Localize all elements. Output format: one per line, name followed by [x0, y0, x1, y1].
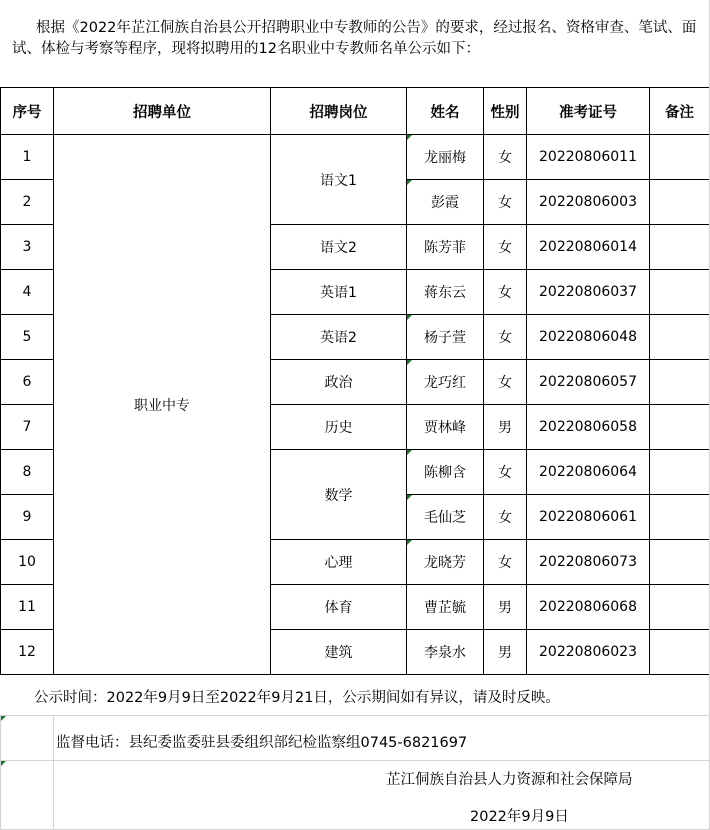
- row-ticket: 20220806003: [527, 180, 650, 225]
- row-name: 曹芷毓: [407, 585, 484, 630]
- row-name: 李泉水: [407, 630, 484, 675]
- header-remark: 备注: [650, 88, 710, 135]
- row-no: 7: [1, 405, 54, 450]
- row-remark: [650, 585, 710, 630]
- post-cell: 语文1: [271, 135, 407, 225]
- row-ticket: 20220806061: [527, 495, 650, 540]
- row-name: 陈芳菲: [407, 225, 484, 270]
- row-name: 贾林峰: [407, 405, 484, 450]
- row-no: 4: [1, 270, 54, 315]
- header-name: 姓名: [407, 88, 484, 135]
- row-gender: 女: [484, 180, 527, 225]
- row-remark: [650, 450, 710, 495]
- row-no: 3: [1, 225, 54, 270]
- header-unit: 招聘单位: [54, 88, 271, 135]
- sheet-gridline: [0, 760, 709, 761]
- row-gender: 男: [484, 585, 527, 630]
- row-gender: 女: [484, 495, 527, 540]
- row-no: 2: [1, 180, 54, 225]
- header-no: 序号: [1, 88, 54, 135]
- row-ticket: 20220806014: [527, 225, 650, 270]
- row-ticket: 20220806064: [527, 450, 650, 495]
- header-ticket: 准考证号: [527, 88, 650, 135]
- row-no: 6: [1, 360, 54, 405]
- row-no: 1: [1, 135, 54, 180]
- intro-paragraph: 根据《2022年芷江侗族自治县公开招聘职业中专教师的公告》的要求，经过报名、资格审查、笔试、面试、体检与考察等程序，现将拟聘用的12名职业中专教师名单公示如下：: [12, 20, 697, 57]
- sheet-gridline: [0, 715, 709, 716]
- row-name: 陈柳含: [407, 450, 484, 495]
- post-cell: 建筑: [271, 630, 407, 675]
- row-no: 5: [1, 315, 54, 360]
- row-remark: [650, 270, 710, 315]
- row-remark: [650, 225, 710, 270]
- supervision-phone: 监督电话：县纪委监委驻县委组织部纪检监察组0745-6821697: [56, 735, 468, 751]
- post-cell: 体育: [271, 585, 407, 630]
- table-header-row: [1, 88, 710, 135]
- row-name: 彭霞: [407, 180, 484, 225]
- row-ticket: 20220806023: [527, 630, 650, 675]
- issuing-agency: 芷江侗族自治县人力资源和社会保障局: [386, 772, 633, 788]
- row-name: 龙丽梅: [407, 135, 484, 180]
- post-cell: 心理: [271, 540, 407, 585]
- row-gender: 男: [484, 405, 527, 450]
- row-ticket: 20220806058: [527, 405, 650, 450]
- header-post: 招聘岗位: [271, 88, 407, 135]
- post-cell: 历史: [271, 405, 407, 450]
- row-name: 龙晓芳: [407, 540, 484, 585]
- issue-date: 2022年9月9日: [470, 809, 569, 825]
- row-gender: 女: [484, 270, 527, 315]
- post-cell: 数学: [271, 450, 407, 540]
- post-cell: 英语1: [271, 270, 407, 315]
- row-remark: [650, 495, 710, 540]
- row-name: 龙巧红: [407, 360, 484, 405]
- row-remark: [650, 135, 710, 180]
- cell-marker-icon: [1, 761, 6, 766]
- table-row: [1, 135, 710, 180]
- row-gender: 女: [484, 450, 527, 495]
- row-no: 9: [1, 495, 54, 540]
- row-remark: [650, 180, 710, 225]
- row-gender: 女: [484, 360, 527, 405]
- row-no: 12: [1, 630, 54, 675]
- row-ticket: 20220806037: [527, 270, 650, 315]
- row-ticket: 20220806057: [527, 360, 650, 405]
- row-name: 毛仙芝: [407, 495, 484, 540]
- post-cell: 政治: [271, 360, 407, 405]
- row-name: 蒋东云: [407, 270, 484, 315]
- row-remark: [650, 405, 710, 450]
- row-ticket: 20220806073: [527, 540, 650, 585]
- row-remark: [650, 315, 710, 360]
- row-remark: [650, 540, 710, 585]
- row-gender: 女: [484, 540, 527, 585]
- row-ticket: 20220806048: [527, 315, 650, 360]
- row-ticket: 20220806011: [527, 135, 650, 180]
- row-gender: 女: [484, 315, 527, 360]
- sheet-gridline: [0, 715, 1, 830]
- row-gender: 女: [484, 135, 527, 180]
- row-remark: [650, 360, 710, 405]
- teacher-table: [0, 87, 710, 675]
- row-no: 10: [1, 540, 54, 585]
- row-no: 11: [1, 585, 54, 630]
- row-ticket: 20220806068: [527, 585, 650, 630]
- row-gender: 女: [484, 225, 527, 270]
- unit-cell: 职业中专: [54, 135, 271, 675]
- row-no: 8: [1, 450, 54, 495]
- cell-marker-icon: [1, 716, 6, 721]
- row-name: 杨子萱: [407, 315, 484, 360]
- header-gender: 性别: [484, 88, 527, 135]
- post-cell: 英语2: [271, 315, 407, 360]
- row-remark: [650, 630, 710, 675]
- post-cell: 语文2: [271, 225, 407, 270]
- row-gender: 男: [484, 630, 527, 675]
- notice-period: 公示时间：2022年9月9日至2022年9月21日，公示期间如有异议，请及时反映。: [34, 690, 560, 706]
- sheet-gridline: [53, 715, 54, 830]
